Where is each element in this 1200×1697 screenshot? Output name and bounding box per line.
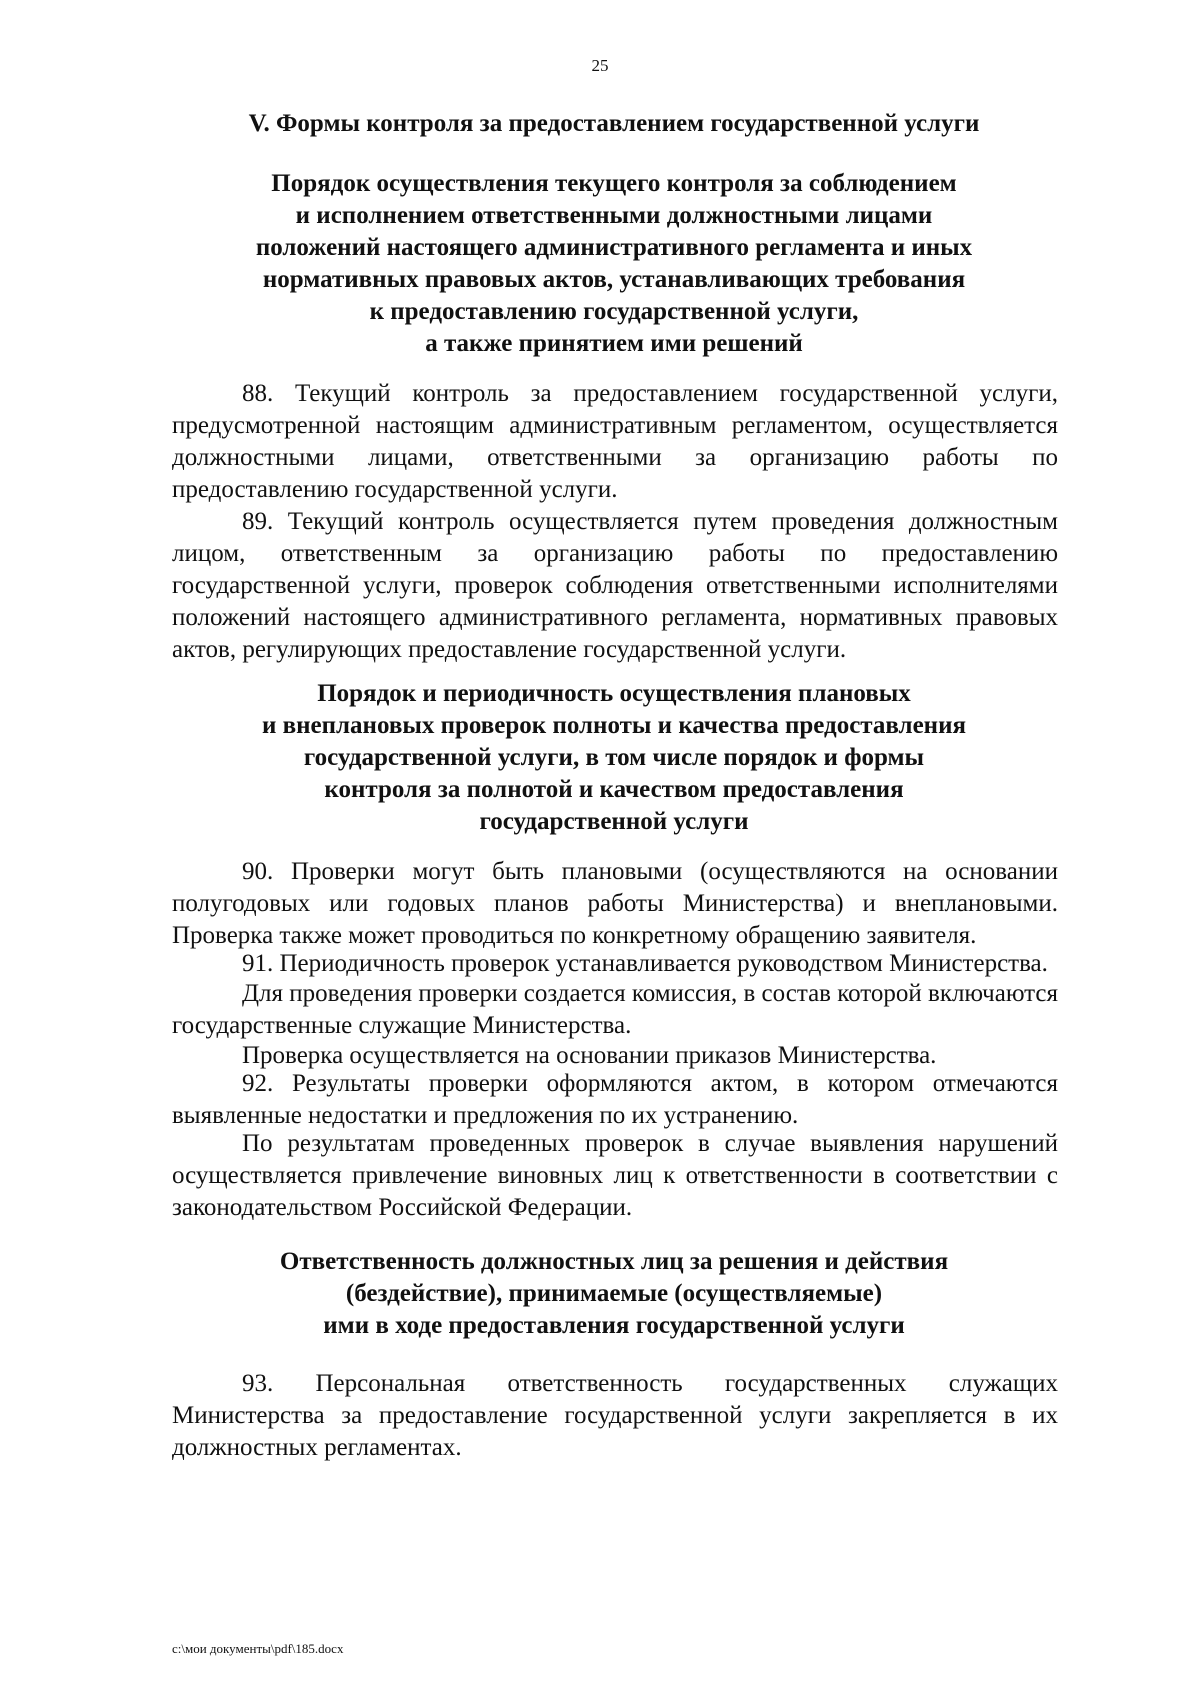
heading-line: Порядок и периодичность осуществления плановых <box>317 680 911 707</box>
paragraph-92-violations: По результатам проведенных проверок в случае выявления нарушений осуществляется привлечение виновных лиц к ответственности в соответствии с законодательством Российской Федерации. <box>172 1130 1058 1221</box>
heading-responsibility <box>160 1246 1068 1342</box>
heading-line: государственной услуги <box>479 808 749 835</box>
section-title: V. Формы контроля за предоставлением государственной услуги <box>248 110 980 137</box>
paragraph-91: 91. Периодичность проверок устанавливается руководством Министерства. <box>242 950 1048 977</box>
paragraph-91-orders: Проверка осуществляется на основании приказов Министерства. <box>242 1042 937 1069</box>
heading-line: государственной услуги, в том числе порядок и формы <box>303 744 925 771</box>
paragraph-88: 88. Текущий контроль за предоставлением государственной услуги, предусмотренной настоящим административным регламентом, осуществляется должностными лицами, ответственными за организацию работы по предоставлению государственной услуги. <box>172 380 1058 503</box>
paragraph-92: 92. Результаты проверки оформляются актом, в котором отмечаются выявленные недостатки и предложения по их устранению. <box>172 1070 1058 1129</box>
heading-line: нормативных правовых актов, устанавливающих требования <box>262 266 966 293</box>
heading-line: и внеплановых проверок полноты и качества предоставления <box>261 712 967 739</box>
page-number: 25 <box>591 56 609 75</box>
heading-line: положений настоящего административного регламента и иных <box>255 234 973 261</box>
paragraph-90: 90. Проверки могут быть плановыми (осуществляются на основании полугодовых или годовых планов работы Министерства) и внеплановыми. Проверка также может проводиться по конкретному обращению заявителя. <box>172 858 1058 949</box>
heading-line: (бездействие), принимаемые (осуществляемые) <box>345 1280 883 1307</box>
heading-line: а также принятием ими решений <box>425 330 803 357</box>
paragraph-91-commission: Для проведения проверки создается комиссия, в состав которой включаются государственные служащие Министерства. <box>172 980 1059 1039</box>
file-path-footer: c:\мои документы\pdf\185.docx <box>172 1641 344 1656</box>
heading-line: Ответственность должностных лиц за решения и действия <box>279 1248 949 1275</box>
heading-line: и исполнением ответственными должностными лицами <box>295 202 933 229</box>
heading-inspections <box>160 678 1068 838</box>
paragraph-93: 93. Персональная ответственность государственных служащих Министерства за предоставление государственной услуги закрепляется в их должностных регламентах. <box>172 1370 1058 1461</box>
heading-line: контроля за полнотой и качеством предоставления <box>324 776 904 803</box>
paragraph-89: 89. Текущий контроль осуществляется путем проведения должностным лицом, ответственным за организацию работы по предоставлению государственной услуги, проверок соблюдения ответственными исполнителями положений настоящего административного регламента, нормативных правовых актов, регулирующих предоставление государственной услуги. <box>172 508 1058 663</box>
heading-current-control <box>160 168 1068 360</box>
heading-line: к предоставлению государственной услуги, <box>369 298 859 325</box>
heading-line: ими в ходе предоставления государственной услуги <box>323 1312 905 1339</box>
heading-line: Порядок осуществления текущего контроля за соблюдением <box>271 170 957 197</box>
